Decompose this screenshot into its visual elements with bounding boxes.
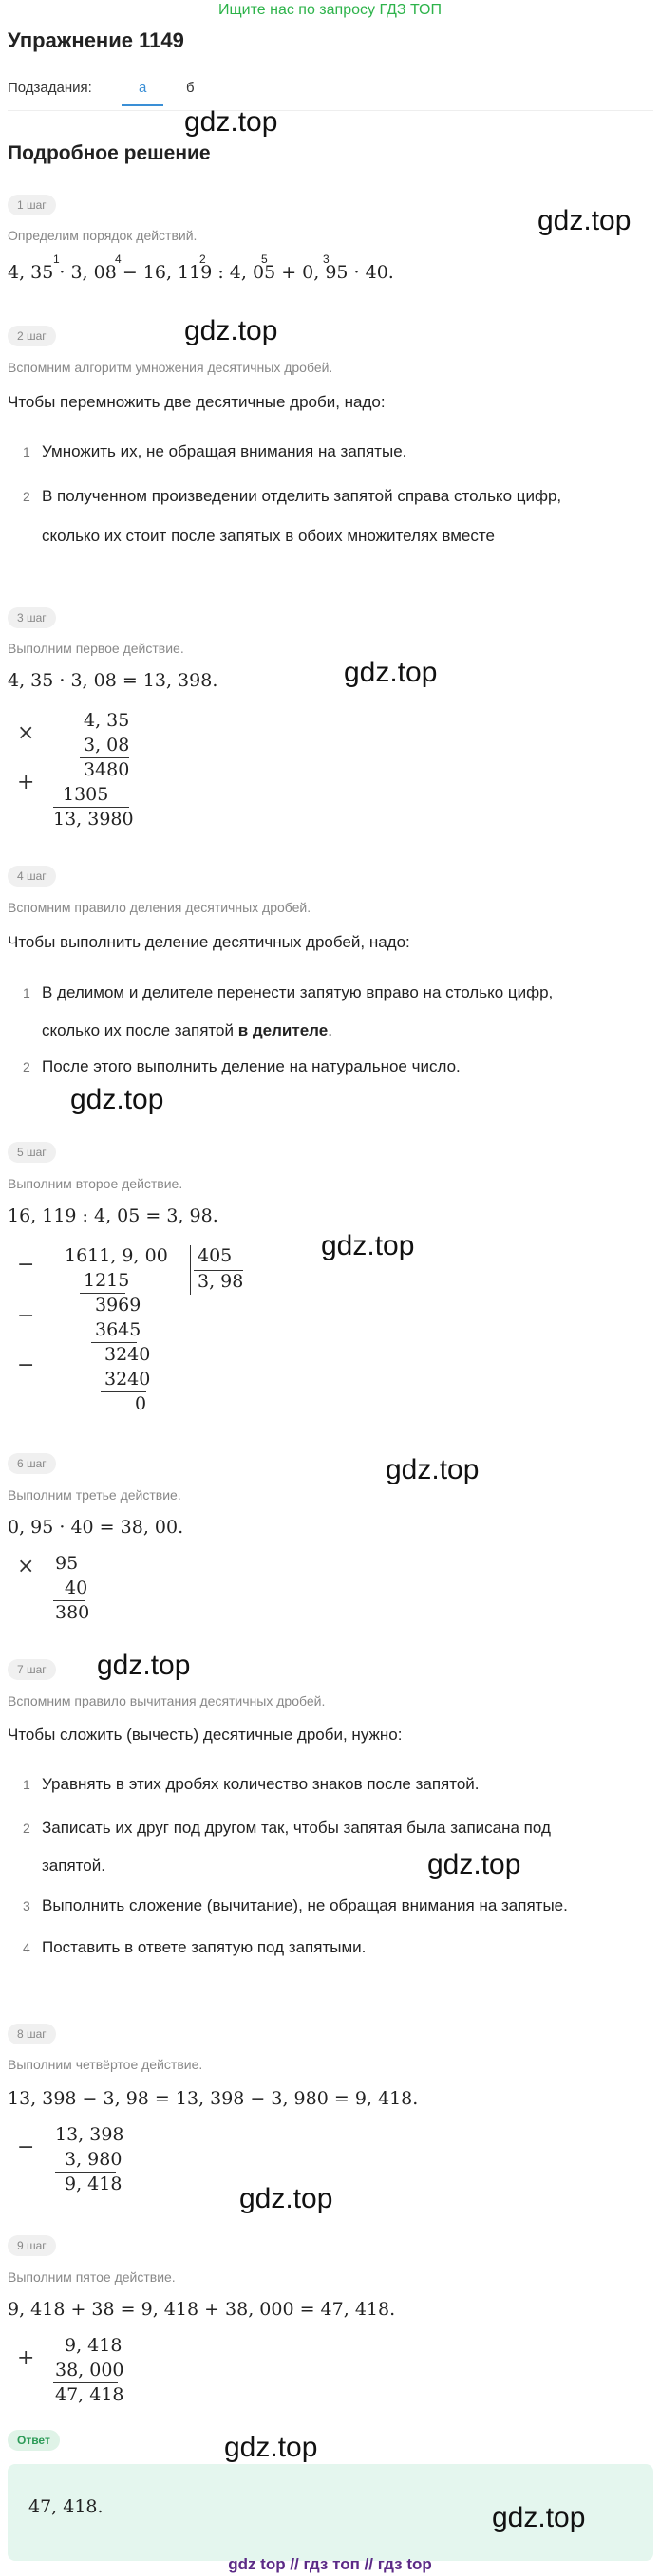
- list-text: Уравнять в этих дробях количество знаков после запятой.: [42, 1775, 480, 1793]
- list-number: 2: [23, 489, 30, 504]
- order-mark: 5: [261, 252, 268, 266]
- quotient: 3, 98: [198, 1271, 244, 1292]
- divider: [8, 110, 653, 111]
- watermark: gdz.top: [344, 657, 438, 688]
- list-item: [8, 1050, 653, 1084]
- minus-sign: −: [17, 1304, 35, 1328]
- answer-value: 47, 418.: [28, 2496, 104, 2517]
- subtasks-label: Подзадания:: [8, 80, 92, 96]
- expression: 4, 35 · 3, 08 − 16, 119 : 4, 05 + 0, 95 · 40.: [8, 262, 394, 283]
- tab-a[interactable]: а: [139, 80, 147, 96]
- action-expression: 0, 95 · 40 = 38, 00.: [8, 1517, 184, 1538]
- list-number: 1: [23, 1777, 30, 1792]
- watermark: gdz.top: [70, 1084, 164, 1115]
- step-description: Вспомним алгоритм умножения десятичных дробей.: [8, 360, 333, 375]
- multiplier: 40: [65, 1577, 88, 1598]
- action-expression: 4, 35 · 3, 08 = 13, 398.: [8, 670, 218, 691]
- subtrahend: 1215: [84, 1270, 130, 1291]
- sum: 47, 418: [55, 2384, 124, 2405]
- list-number: 3: [23, 1898, 30, 1913]
- order-mark: 2: [199, 252, 206, 266]
- watermark: gdz.top: [492, 2502, 586, 2533]
- step-description: Выполним третье действие.: [8, 1487, 181, 1503]
- rule-line: [53, 807, 129, 808]
- watermark: gdz.top: [97, 1650, 191, 1681]
- watermark: gdz.top: [239, 2183, 333, 2214]
- list-item: [8, 1931, 653, 1965]
- watermark: gdz.top: [184, 106, 278, 138]
- watermark: gdz.top: [224, 2432, 318, 2463]
- list-item: [8, 435, 653, 469]
- partial-product: 1305: [63, 784, 109, 805]
- rule-line: [80, 757, 129, 758]
- step-description: Вспомним правило деления десятичных дробей.: [8, 900, 311, 915]
- list-text: В полученном произведении отделить запятой справа столько цифр, сколько их стоит после запятых в обоих множителях вместе: [42, 487, 562, 545]
- list-text: Умножить их, не обращая внимания на запятые.: [42, 442, 407, 460]
- step-description: Вспомним правило вычитания десятичных дробей.: [8, 1693, 326, 1708]
- step-description: Выполним четвёртое действие.: [8, 2057, 203, 2072]
- subtrahend: 3, 980: [65, 2149, 123, 2170]
- step-badge: 9 шаг: [8, 2235, 56, 2256]
- minus-sign: −: [17, 1353, 35, 1377]
- multiply-sign: ×: [17, 721, 35, 745]
- remainder: 3240: [104, 1344, 151, 1365]
- step-badge: 7 шаг: [8, 1659, 56, 1680]
- watermark: gdz.top: [427, 1849, 521, 1880]
- rule-line: [80, 1293, 125, 1294]
- list-text: Поставить в ответе запятую под запятыми.: [42, 1938, 367, 1956]
- addend: 9, 418: [65, 2335, 123, 2356]
- product: 380: [55, 1602, 90, 1623]
- list-text-bold: в делителе: [237, 1021, 329, 1039]
- subtrahend: 3240: [104, 1369, 151, 1390]
- footer-links[interactable]: gdz top // гдз топ // гдз top: [228, 2555, 432, 2573]
- plus-sign: +: [17, 771, 35, 794]
- order-mark: 1: [53, 252, 60, 266]
- step-badge: 2 шаг: [8, 326, 56, 346]
- rule-intro: Чтобы перемножить две десятичные дроби, надо:: [8, 393, 386, 411]
- step-badge: 8 шаг: [8, 2024, 56, 2044]
- action-expression: 16, 119 : 4, 05 = 3, 98.: [8, 1205, 218, 1226]
- list-text: Выполнить сложение (вычитание), не обращая внимания на запятые.: [42, 1896, 568, 1914]
- list-item: [8, 1809, 653, 1885]
- minus-sign: −: [17, 2136, 35, 2159]
- watermark: gdz.top: [386, 1454, 480, 1485]
- rule-line: [53, 1600, 85, 1601]
- product: 13, 3980: [53, 809, 134, 830]
- rule-intro: Чтобы сложить (вычесть) десятичные дроби, нужно:: [8, 1726, 403, 1744]
- page-title: Упражнение 1149: [8, 28, 184, 52]
- list-number: 2: [23, 1820, 30, 1836]
- step-description: Выполним пятое действие.: [8, 2269, 176, 2285]
- rule-line: [53, 2382, 118, 2383]
- list-number: 1: [23, 444, 30, 459]
- list-item: [8, 974, 653, 1050]
- list-item: [8, 476, 653, 556]
- top-banner[interactable]: Ищите нас по запросу ГДЗ ТОП: [218, 2, 442, 18]
- rule-line: [101, 1391, 146, 1392]
- list-item: [8, 1889, 653, 1923]
- step-description: Выполним первое действие.: [8, 641, 184, 656]
- list-text-end: .: [328, 1021, 332, 1039]
- multiplicand: 95: [55, 1553, 79, 1574]
- multiplier: 3, 08: [84, 735, 130, 756]
- rule-intro: Чтобы выполнить деление десятичных дробей, надо:: [8, 933, 410, 951]
- minus-sign: −: [17, 1253, 35, 1277]
- step-badge: 6 шаг: [8, 1453, 56, 1474]
- dividend: 1611, 9, 00: [65, 1245, 168, 1266]
- list-number: 1: [23, 985, 30, 1000]
- multiply-sign: ×: [17, 1555, 35, 1578]
- order-mark: 4: [115, 252, 122, 266]
- step-badge: 3 шаг: [8, 607, 56, 628]
- list-number: 2: [23, 1059, 30, 1074]
- step-badge: 5 шаг: [8, 1142, 56, 1163]
- order-mark: 3: [323, 252, 330, 266]
- action-expression: 9, 418 + 38 = 9, 418 + 38, 000 = 47, 418.: [8, 2299, 396, 2320]
- difference: 9, 418: [65, 2174, 123, 2194]
- remainder: 3969: [95, 1295, 141, 1316]
- remainder: 0: [135, 1393, 147, 1414]
- active-tab-indicator: [122, 104, 163, 106]
- rule-line: [91, 1342, 137, 1343]
- watermark: gdz.top: [537, 205, 632, 236]
- step-description: Определим порядок действий.: [8, 228, 198, 243]
- partial-product: 3480: [84, 759, 130, 780]
- plus-sign: +: [17, 2346, 35, 2370]
- list-text: Записать их друг под другом так, чтобы запятая была записана под запятой.: [42, 1819, 551, 1875]
- subtrahend: 3645: [95, 1319, 141, 1340]
- multiplicand: 4, 35: [84, 710, 130, 731]
- action-expression: 13, 398 − 3, 98 = 13, 398 − 3, 980 = 9, 418.: [8, 2088, 419, 2109]
- solution-heading: Подробное решение: [8, 142, 211, 164]
- step-badge: 4 шаг: [8, 866, 56, 887]
- addend: 38, 000: [55, 2360, 124, 2380]
- divisor: 405: [198, 1245, 233, 1266]
- list-text: В делимом и делителе перенести запятую вправо на столько цифр, сколько их после запятой: [42, 983, 554, 1039]
- watermark: gdz.top: [184, 315, 278, 346]
- list-text: После этого выполнить деление на натуральное число.: [42, 1057, 461, 1075]
- list-number: 4: [23, 1940, 30, 1955]
- watermark: gdz.top: [321, 1230, 415, 1261]
- rule-line: [55, 2172, 116, 2173]
- step-description: Выполним второе действие.: [8, 1176, 183, 1191]
- step-badge: 1 шаг: [8, 195, 56, 215]
- list-item: [8, 1767, 653, 1801]
- minuend: 13, 398: [55, 2124, 124, 2145]
- tab-b[interactable]: б: [186, 80, 195, 96]
- division-bar: [190, 1245, 191, 1295]
- answer-badge: Ответ: [8, 2430, 60, 2451]
